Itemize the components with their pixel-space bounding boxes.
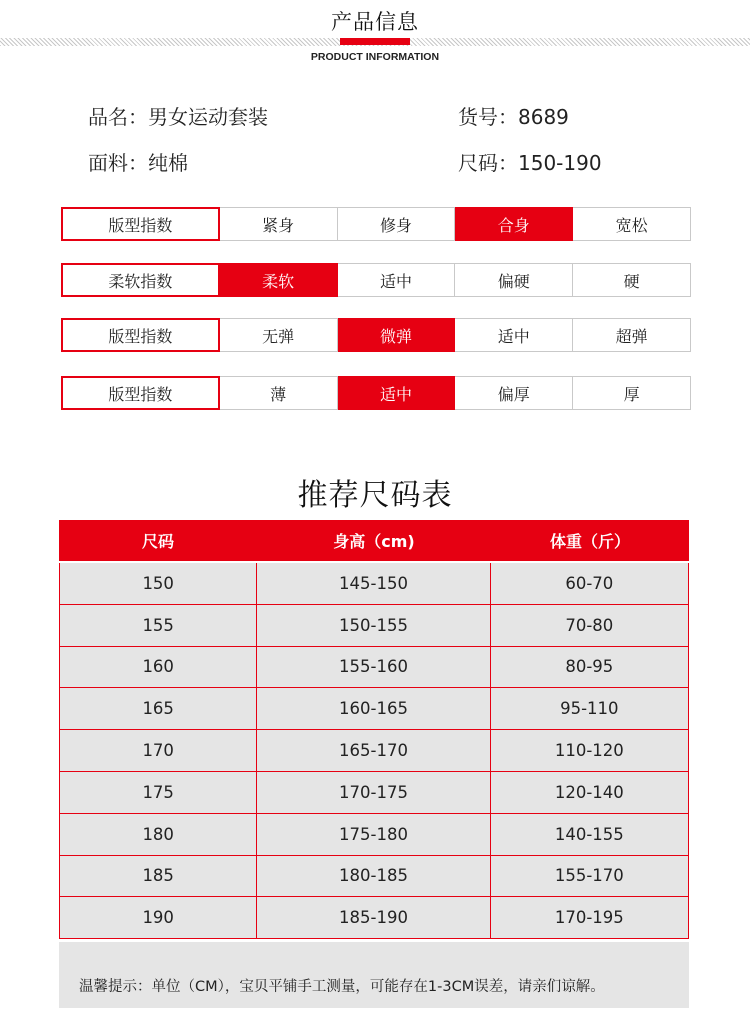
cell-size: 170 <box>60 730 257 771</box>
table-row <box>59 605 689 647</box>
cell-height: 165-170 <box>257 730 490 771</box>
product-name <box>88 101 268 130</box>
cell-size: 155 <box>60 605 257 646</box>
cell-weight: 140-155 <box>491 814 688 855</box>
cell-weight: 95-110 <box>491 688 688 729</box>
index-option: 超弹 <box>573 318 691 352</box>
header-height: 身高（cm) <box>333 532 415 551</box>
index-row <box>61 207 691 241</box>
index-option: 偏硬 <box>455 263 573 297</box>
product-name-value: 男女运动套装 <box>148 105 268 129</box>
cell-weight: 120-140 <box>491 772 688 813</box>
cell-weight: 60-70 <box>491 563 688 604</box>
index-row-label: 版型指数 <box>61 318 220 352</box>
header-accent-bar <box>340 38 410 45</box>
cell-height: 155-160 <box>257 647 490 688</box>
cell-weight: 155-170 <box>491 856 688 897</box>
product-material-label: 面料： <box>88 151 148 175</box>
table-row <box>59 856 689 898</box>
size-table-header <box>59 520 689 563</box>
index-option: 紧身 <box>220 207 338 241</box>
cell-height: 175-180 <box>257 814 490 855</box>
table-row <box>59 647 689 689</box>
index-option: 修身 <box>338 207 456 241</box>
size-table <box>59 520 689 939</box>
index-option: 偏厚 <box>455 376 573 410</box>
index-row-label: 柔软指数 <box>61 263 220 297</box>
index-row <box>61 318 691 352</box>
cell-height: 160-165 <box>257 688 490 729</box>
index-option: 厚 <box>573 376 691 410</box>
index-row <box>61 376 691 410</box>
product-material-value: 纯棉 <box>148 151 188 175</box>
cell-size: 185 <box>60 856 257 897</box>
index-option: 适中 <box>338 263 456 297</box>
table-row <box>59 688 689 730</box>
product-size <box>458 147 602 176</box>
product-size-label: 尺码： <box>458 151 518 175</box>
table-row <box>59 772 689 814</box>
cell-weight: 70-80 <box>491 605 688 646</box>
product-size-value: 150-190 <box>518 151 602 175</box>
section-subtitle: PRODUCT INFORMATION <box>310 51 440 63</box>
cell-height: 185-190 <box>257 897 490 938</box>
index-option-selected: 合身 <box>455 207 573 241</box>
table-row <box>59 563 689 605</box>
index-option: 无弹 <box>220 318 338 352</box>
index-row-label: 版型指数 <box>61 376 220 410</box>
cell-weight: 170-195 <box>491 897 688 938</box>
table-row <box>59 730 689 772</box>
cell-size: 150 <box>60 563 257 604</box>
cell-size: 160 <box>60 647 257 688</box>
index-option-selected: 柔软 <box>220 263 338 297</box>
index-option: 薄 <box>220 376 338 410</box>
cell-size: 180 <box>60 814 257 855</box>
index-option: 宽松 <box>573 207 691 241</box>
index-row-label: 版型指数 <box>61 207 220 241</box>
index-option-selected: 适中 <box>338 376 456 410</box>
header-size: 尺码 <box>141 532 174 551</box>
section-title: 产品信息 <box>331 10 419 34</box>
header-weight: 体重（斤） <box>549 532 630 551</box>
product-sku-value: 8689 <box>518 105 569 129</box>
cell-weight: 110-120 <box>491 730 688 771</box>
cell-size: 175 <box>60 772 257 813</box>
cell-height: 180-185 <box>257 856 490 897</box>
cell-height: 170-175 <box>257 772 490 813</box>
size-table-title: 推荐尺码表 <box>297 478 453 513</box>
product-material <box>88 147 188 176</box>
index-option: 硬 <box>573 263 691 297</box>
cell-size: 165 <box>60 688 257 729</box>
product-sku <box>458 101 569 130</box>
index-option: 适中 <box>455 318 573 352</box>
table-row <box>59 814 689 856</box>
index-option-selected: 微弹 <box>338 318 456 352</box>
index-row <box>61 263 691 297</box>
product-name-label: 品名： <box>88 105 148 129</box>
cell-height: 145-150 <box>257 563 490 604</box>
cell-size: 190 <box>60 897 257 938</box>
cell-weight: 80-95 <box>491 647 688 688</box>
cell-height: 150-155 <box>257 605 490 646</box>
table-row <box>59 897 689 939</box>
measurement-note: 温馨提示：单位（CM），宝贝平铺手工测量，可能存在1-3CM误差，请亲们谅解。 <box>59 942 689 1008</box>
product-sku-label: 货号： <box>458 105 518 129</box>
